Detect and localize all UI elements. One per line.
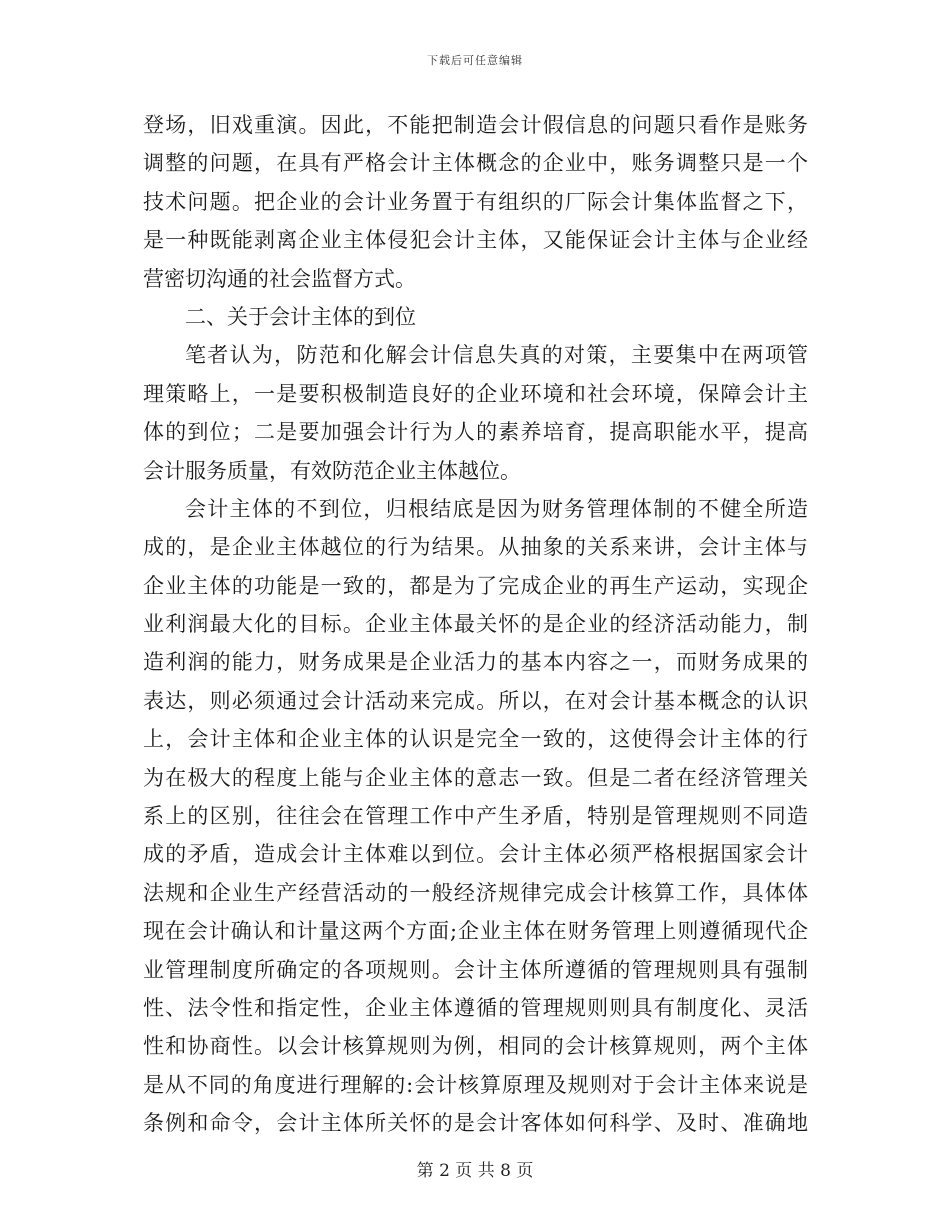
text-line: 表达，则必须通过会计活动来完成。所以，在对会计基本概念的认识 — [143, 688, 808, 713]
text-line: 业管理制度所确定的各项规则。会计主体所遵循的管理规则具有强制 — [143, 957, 808, 982]
text-line: 技术问题。把企业的会计业务置于有组织的厂际会计集体监督之下， — [143, 189, 808, 214]
text-line: 系上的区别，往往会在管理工作中产生矛盾，特别是管理规则不同造 — [143, 804, 808, 829]
text-line: 是从不同的角度进行理解的:会计核算原理及规则对于会计主体来说是 — [143, 1072, 808, 1097]
text-line: 理策略上，一是要积极制造良好的企业环境和社会环境，保障会计主 — [143, 381, 808, 406]
text-line: 条例和命令，会计主体所关怀的是会计客体如何科学、及时、准确地 — [143, 1111, 808, 1136]
text-line: 营密切沟通的社会监督方式。 — [143, 266, 416, 291]
text-line: 是一种既能剥离企业主体侵犯会计主体，又能保证会计主体与企业经 — [143, 228, 808, 253]
text-line: 为在极大的程度上能与企业主体的意志一致。但是二者在经济管理关 — [143, 765, 808, 790]
text-line: 成的，是企业主体越位的行为结果。从抽象的关系来讲，会计主体与 — [143, 535, 808, 560]
text-line: 上，会计主体和企业主体的认识是完全一致的，这使得会计主体的行 — [143, 727, 808, 752]
text-line: 会计主体的不到位，归根结底是因为财务管理体制的不健全所造 — [185, 496, 808, 521]
page-footer: 第 2 页 共 8 页 — [416, 1161, 534, 1181]
text-line: 企业主体的功能是一致的，都是为了完成企业的再生产运动，实现企 — [143, 573, 808, 598]
text-line: 法规和企业生产经营活动的一般经济规律完成会计核算工作，具体体 — [143, 880, 808, 905]
text-line: 性、法令性和指定性，企业主体遵循的管理规则则具有制度化、灵活 — [143, 995, 808, 1020]
text-line: 笔者认为，防范和化解会计信息失真的对策，主要集中在两项管 — [185, 343, 808, 368]
text-line: 现在会计确认和计量这两个方面;企业主体在财务管理上则遵循现代企 — [143, 919, 808, 944]
text-line: 调整的问题，在具有严格会计主体概念的企业中，账务调整只是一个 — [143, 151, 808, 176]
text-line: 成的矛盾，造成会计主体难以到位。会计主体必须严格根据国家会计 — [143, 842, 808, 867]
section-heading: 二、关于会计主体的到位 — [185, 304, 416, 329]
document-body — [143, 106, 808, 1143]
text-line: 性和协商性。以会计核算规则为例，相同的会计核算规则，两个主体 — [143, 1034, 808, 1059]
text-line: 体的到位；二是要加强会计行为人的素养培育，提高职能水平，提高 — [143, 420, 808, 445]
text-line: 造利润的能力，财务成果是企业活力的基本内容之一，而财务成果的 — [143, 650, 808, 675]
text-line: 业利润最大化的目标。企业主体最关怀的是企业的经济活动能力，制 — [143, 612, 808, 637]
text-line: 会计服务质量，有效防范企业主体越位。 — [143, 458, 521, 483]
text-line: 登场，旧戏重演。因此，不能把制造会计假信息的问题只看作是账务 — [143, 113, 808, 137]
page-header: 下载后可任意编辑 — [427, 54, 523, 67]
